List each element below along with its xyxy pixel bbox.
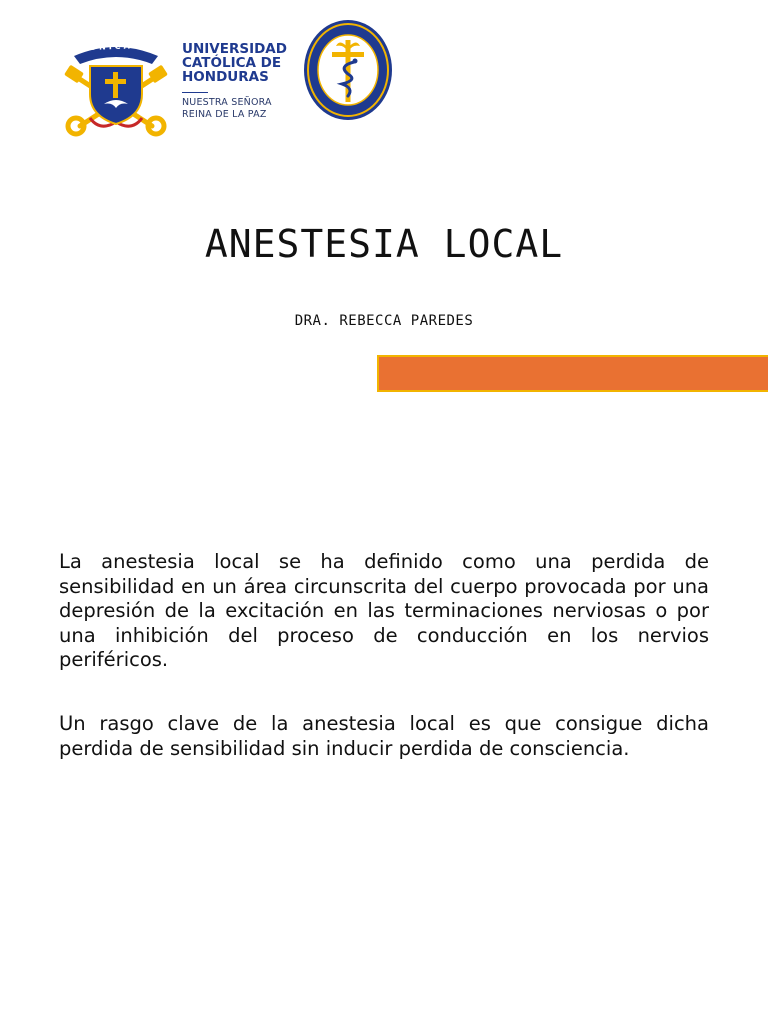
page-title: ANESTESIA LOCAL xyxy=(204,222,564,266)
seal-ring-text xyxy=(0,0,1,1)
institution-line-1: UNIVERSIDAD xyxy=(182,41,287,57)
institution-name xyxy=(182,42,302,120)
institution-sub-1: NUESTRA SEÑORA xyxy=(182,97,272,108)
medicine-faculty-seal xyxy=(302,18,394,122)
institution-line-2: CATÓLICA DE xyxy=(182,55,282,71)
unicah-banner-text: UNICAH xyxy=(89,41,143,52)
institution-divider xyxy=(182,92,208,93)
paragraph-key-feature: Un rasgo clave de la anestesia local es que consigue dicha perdida de sensibilidad sin inducir perdida de consciencia. xyxy=(59,712,709,760)
institution-line-3: HONDURAS xyxy=(182,69,269,85)
institution-sub-2: REINA DE LA PAZ xyxy=(182,108,267,120)
author-name: DRA. REBECCA PAREDES xyxy=(294,313,474,329)
accent-bar xyxy=(377,355,768,392)
unicah-crest-logo xyxy=(60,40,172,140)
paragraph-definition: La anestesia local se ha definido como una perdida de sensibilidad en un área circunscrita del cuerpo provocada por una depresión de la excitación en las terminaciones nerviosas o por una inhibición del proceso de conducción en los nervios periféricos. xyxy=(59,550,709,671)
